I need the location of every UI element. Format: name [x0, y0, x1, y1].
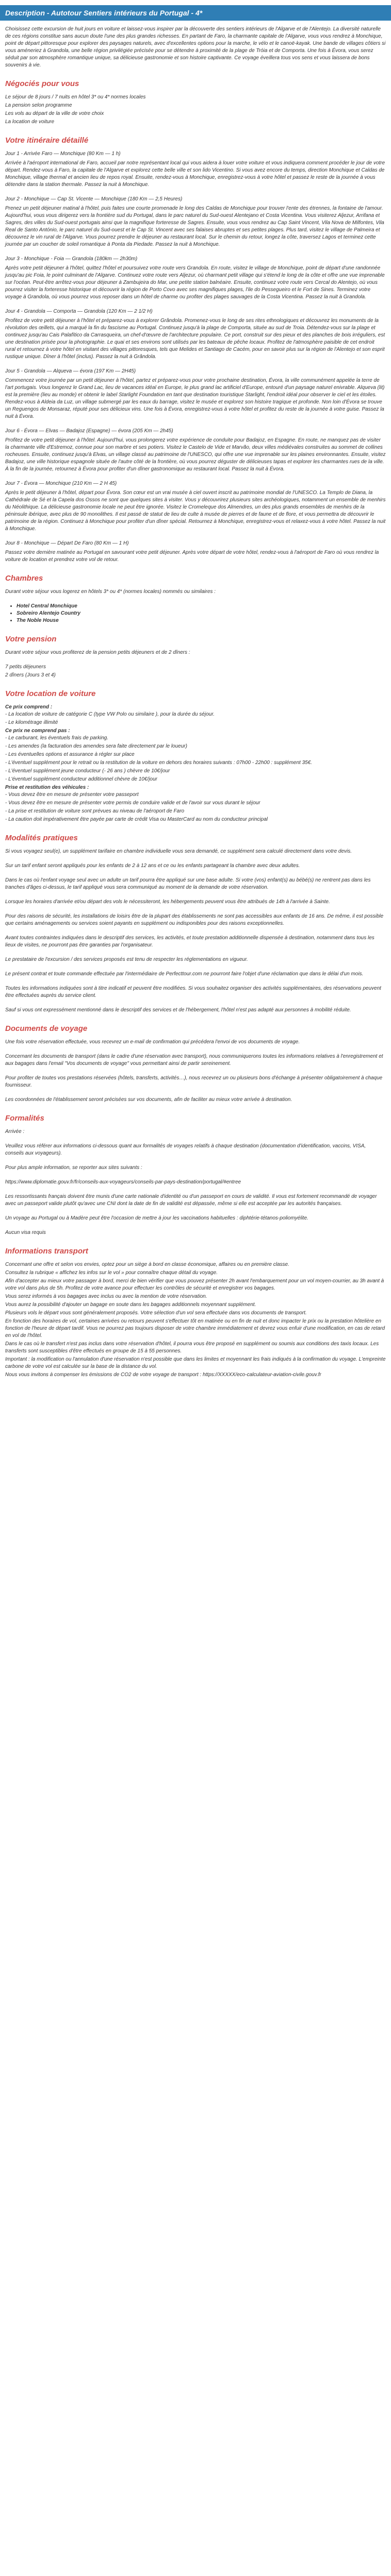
car-exclude-item: - L'éventuel supplément jeune conducteur (- 26 ans ) chèvre de 10€/jour	[5, 768, 170, 774]
day-title: Jour 2 - Monchique — Cap St. Vicente — Monchique (180 Km — 2,5 Heures)	[5, 196, 183, 202]
day-title: Jour 1 - Arrivée Faro — Monchique (80 Km — 1 h)	[5, 151, 121, 157]
important-paragraph: Plusieurs vols le départ vous sont généralement proposés. Votre sélection d'un vol sera effectuée dans vos documents de transport.	[5, 1310, 307, 1316]
day-title: Jour 8 - Monchique — Départ De Faro (80 Km — 1 H)	[5, 540, 129, 546]
important-paragraph: Afin d'accepter au mieux votre passager à bord, merci de bien vérifier que vous pouvez présenter 2h avant l'embarquement pour un vol moyen-courrier, au 3h avant à votre vol dans plus de 5h. Profitez de votre avance pour effectuer les contrôles de sécurité et enregistrer vos bagages.	[5, 1278, 384, 1291]
car-conditions-title: Prise et restitution des véhicules :	[5, 785, 89, 790]
hotel-item: • The Noble House	[17, 617, 386, 624]
terms-paragraph: Le prestataire de l'excursion / des services proposés est tenu de respecter les réglementations en vigueur.	[5, 957, 248, 962]
car-exclude-item: - L'éventuel supplément conducteur additionnel chèvre de 10€/jour	[5, 776, 157, 782]
car-condition-item: - La prise et restitution de voiture sont prévues au niveau de l'aéroport de Faro	[5, 808, 185, 814]
hotel-item: • Sobreiro Alentejo Country	[17, 610, 386, 617]
day-title: Jour 6 - Évora — Elvas — Badajoz (Espagne) — évora (205 Km — 2h45)	[5, 428, 173, 434]
terms-paragraph: Lorsque les horaires d'arrivée et/ou départ des vols le nécessiteront, les hébergements peuvent vous être attribués de 14h à l'arrivée à Sainte.	[5, 899, 330, 905]
section-title-itinerary: Votre itinéraire détaillé	[5, 136, 89, 145]
content	[0, 21, 391, 1379]
section-title-pension: Votre pension	[5, 635, 57, 643]
car-exclude-item: - L'éventuel supplément pour le retrait ou la restitution de la voiture en dehors des horaires suivants : 07h00 - 22h00 : supplément 35€.	[5, 760, 313, 766]
section-title-important: Informations transport	[5, 1247, 88, 1256]
section-title-formalities: Formalités	[5, 1114, 44, 1123]
formalities-link[interactable]: https://www.diplomatie.gouv.fr/fr/conseils-aux-voyageurs/conseils-par-pays-destination/portugal/#entree	[5, 1179, 241, 1185]
section-title-hotels: Chambres	[5, 574, 43, 583]
car-exclude-item: - Les éventuelles options et assurance à régler sur place	[5, 752, 135, 757]
documents-paragraph: Concernant les documents de transport (dans le cadre d'une réservation avec transport), nous communiquerons toutes les informations relatives à l'enregistrement et aux bagages dans l'email "Vos documents de voyage" vous permettant ainsi de partir sereinement.	[5, 1054, 383, 1066]
section-title-documents: Documents de voyage	[5, 1024, 88, 1033]
page	[0, 5, 391, 1379]
itinerary-day	[5, 540, 386, 564]
formalities-paragraph: Veuillez vous référer aux informations ci-dessous quant aux formalités de voyages relatifs à chaque destination (documentation d'identification, vaccins, VISA, conseils aux voyageurs).	[5, 1143, 366, 1156]
itinerary-day	[5, 196, 386, 248]
day-text: Profitez de votre petit déjeuner à l'hôtel. Aujourd'hui, vous prolongerez votre expérience de conduite pour Badajoz, en Espagne. En route, ne manquez pas de visiter la charmante ville d'Estremoz, connue pour son marbre et ses potiers. Visitez le Castelo de Vide et Marvão, deux villes médiévales construites au sommet de collines rocheuses. Ensuite, continuez jusqu'à Elvas, un village classé au patrimoine de l'UNESCO, qui offre une vue imprenable sur les plaines environnantes. Ensuite, visitez Badajoz, une ville historique espagnole située de l'autre côté de la frontière, où vous pourrez déguster de délicieuses tapas et explorer les charmantes rues de la ville. À la fin de la journée, retournez à Évora pour profiter d'un dîner gastronomique au restaurant local. Passez la nuit à Évora.	[5, 437, 386, 472]
pension-intro: Durant votre séjour vous profiterez de la pension petits déjeuners et de 2 dîners :	[5, 650, 190, 655]
itinerary-day	[5, 368, 386, 420]
terms-paragraph: Le présent contrat et toute commande effectuée par l'intermédiaire de Perfecttour.com ne pourront faire l'objet d'une réclamation que dans le délai d'un mois.	[5, 971, 364, 977]
terms-paragraph: Si vous voyagez seul(e), un supplément tarifaire en chambre individuelle vous sera demandé, ce supplément sera calculé directement dans votre devis.	[5, 849, 352, 854]
formalities-paragraph: Les ressortissants français doivent être munis d'une carte nationale d'identité ou d'un passeport en cours de validité. Il vous est fortement recommandé de voyager avec un passeport valide plutôt qu'avec une CNI dont la date de fin de validité est dépassée, même si elle est acceptée par les autorités françaises.	[5, 1194, 377, 1207]
documents-paragraph: Une fois votre réservation effectuée, vous recevrez un e-mail de confirmation qui précédera l'envoi de vos documents de voyage.	[5, 1039, 300, 1045]
day-title: Jour 7 - Évora — Monchique (210 Km — 2 H 45)	[5, 481, 117, 486]
pension-line: 7 petits déjeuners	[5, 664, 46, 670]
itinerary-day	[5, 150, 386, 189]
negociate-item: Les vols au départ de la ville de votre choix	[5, 111, 104, 116]
day-text: Profitez de votre petit déjeuner à l'hôtel et préparez-vous à explorer Grândola. Promenez-vous le long de ses rites ethnologiques et découvrez les monuments de la révolution des œillets, qui a marqué la fin du fascisme au Portugal. Continuez jusqu'à la plage de Comporta, située au sud de Troia. Détendez-vous sur la plage et continuez jusqu'au Cais Palafítico da Carrasqueira, un chef-d'œuvre de l'architecture populaire. Ce port, construit sur des pieux et des planches de bois irréguliers, est une destination prisée pour la photographie. Le quai et ses environs sont utilisés par les bateaux de pêche locaux. Profitez de l'atmosphère paisible de cet endroit rural et retournez à votre hôtel en visitant des villages pittoresques, tels que Melides et Santiago de Cacém, pour en savoir plus sur la région de l'Alentejo et son esprit rustique unique. Dîner à l'hôtel (inclus). Passez la nuit à Grândola.	[5, 318, 385, 360]
hotel-item: • Hotel Central Monchique	[17, 603, 386, 610]
negociate-list	[5, 94, 386, 126]
documents-paragraph: Les coordonnées de l'établissement seront précisées sur vos documents, afin de faciliter au mieux votre arrivée à destination.	[5, 1097, 292, 1103]
intro-paragraph: Choisissez cette excursion de huit jours en voiture et laissez-vous inspirer par la découverte des sentiers intérieurs de l'Algarve et de l'Alentejo. La diversité naturelle de ces régions constitue sans aucun doute l'une des plus grandes richesses. En partant de Faro, la charmante capitale de l'Algarve, vous vous rendrez à Monchique, point de départ pittoresque pour explorer des paysages naturels, avec d'excellentes options pour la marche, le vélo et le canoë-kayak. Une bande de villages côtiers si vous améneriez à Grandola, une belle région privilégiée précisée pour se détendre à proximité de la plage de Tróia et de Comporta. Une fois à Évora, vous serez séduit par son atmosphère romantique unique, sa délicieuse gastronomie et son histoire captivante. Ce voyage éveillera tous vos sens et vous laissera de bons souvenirs à vie.	[5, 26, 386, 68]
day-title: Jour 4 - Grandola — Comporta — Grandola (120 Km — 2 1/2 H)	[5, 309, 153, 314]
terms-paragraph: Dans le cas où l'enfant voyage seul avec un adulte un tarif pourra être appliqué sur une base adulte. Si votre (vos) enfant(s) au bébé(s) ne rentrent pas dans les tranches d'âges ci-dessus, le tarif appliqué vous sera communiqué au moment de la demande de votre réservation.	[5, 877, 371, 890]
important-paragraph: Vous aurez la possibilité d'ajouter un bagage en soute dans les bagages additionnels moyennant supplément.	[5, 1302, 256, 1308]
important-paragraph: En fonction des horaires de vol, certaines arrivées ou retours peuvent s'effectuer tôt en matinée ou en fin de nuit et donc impacter le prix ou la prestation hôtelière en fonction de l'heure de départ tardif. Vous ne pourrez pas toujours disposer de votre chambre immédiatement et devrez vous enfuir d'une modification, en cas de retard en vol de l'hôtel.	[5, 1318, 385, 1338]
formalities-paragraph: Pour plus ample information, se reporter aux sites suivants :	[5, 1165, 142, 1171]
terms-paragraph: Pour des raisons de sécurité, les installations de loisirs être de la plupart des établissements ne sont pas accessibles aux enfants de 16 ans. De même, il est possible que certains aménagements ou services soient payants en supplément ou indisponibles pour des raisons exceptionnelles.	[5, 913, 384, 926]
car-exclude-item: - Le carburant, les éventuels frais de parking.	[5, 735, 109, 741]
terms-paragraph: Toutes les informations indiquées sont à titre indicatif et peuvent être modifiées. Si vous souhaitez organiser des activités supplémentaires, des réservations peuvent être effectuées auprès du service client.	[5, 986, 381, 998]
important-paragraph: Vous serez informés à vos bagages avec inclus ou avec la mention de votre réservation.	[5, 1294, 207, 1299]
car-condition-item: - Vous devez être en mesure de présenter votre passeport	[5, 792, 139, 798]
car-condition-item: - Vous devez être en mesure de présenter votre permis de conduire valide et de l'avoir sur vous durant le séjour	[5, 800, 260, 806]
pension-line: 2 dîners (Jours 3 et 4)	[5, 672, 56, 678]
car-include-item: - Le kilométrage illimité	[5, 720, 58, 725]
formalities-paragraph: Un voyage au Portugal ou à Madère peut être l'occasion de mettre à jour les vaccinations habituelles : diphtérie-tétanos-poliomyélite.	[5, 1215, 308, 1221]
day-text: Arrivée à l'aéroport international de Faro, accueil par notre représentant local qui vous aidera à louer votre voiture et vous indiquera comment procéder le jour de votre départ. Rendez-vous à Faro, la capitale de l'Algarve et explorez cette belle ville et son lido Vicentino. Si vous avez encore du temps, direction Monchique et Caldas de Monchique, village thermal et ancien lieu de repos royal. Ensuite, rendez-vous à Monchique, enregistrez-vous à votre hôtel et passez le reste de la journée à vous détendre dans la station thermale. Passez la nuit à Monchique.	[5, 160, 385, 188]
important-paragraph: Consultez la rubrique « affichez les infos sur le vol » pour connaître chaque détail du voyage.	[5, 1270, 218, 1276]
section-title-terms: Modalités pratiques	[5, 834, 78, 842]
day-text: Après le petit déjeuner à l'hôtel, départ pour Évora. Son cœur est un vrai musée à ciel ouvert inscrit au patrimoine mondial de l'UNESCO. La Templo de Diana, la Cathédrale de Sé et la Capela dos Ossos ne sont que quelques sites à visiter. Vous y découvrirez plusieurs sites archéologiques, notamment un ensemble de menhirs du Néolithique. La délicieuse gastronomie locale ne peut être ignorée. Visitez le Cromeleque dos Almendres, un des plus grands ensembles de menhirs de la péninsule ibérique, avec plus de 90 monolithes. Il est passé de statut de lieu de culte à musée de pierres et de faune et de flore, et vous permettra de découvrir le patrimoine de la région. Continuez à Monchique pour profiter d'un dîner spécial. Retournez à Monchique, enregistrez-vous et relaxez-vous à votre hôtel. Passez la nuit à Monchique.	[5, 490, 386, 532]
important-paragraph: Dans le cas où le transfert n'est pas inclus dans votre réservation d'hôtel, il pourra vous être proposé en supplément ou soumis aux conditions des taxis locaux. Les transferts sont susceptibles d'être effectués en groupe de 15 à 55 personnes.	[5, 1341, 379, 1354]
terms-paragraph: Sur un tarif enfant seront appliqués pour les enfants de 2 à 12 ans et ce ou les enfants partageant la chambre avec deux adultes.	[5, 863, 300, 869]
important-paragraph: Important : la modification ou l'annulation d'une réservation n'est possible que dans les limites et moyennant les frais indiqués à la confirmation du voyage. L'empreinte carbone de votre vol est calculée sur la base de la distance du vol.	[5, 1357, 386, 1369]
terms-paragraph: Avant toutes contraintes indiquées dans le descriptif des services, les activités, et toute prestation additionnelle dispensée à destination, notamment dans tous les lieux de visites, ne pourront pas être garanties par l'organisateur.	[5, 935, 374, 948]
car-condition-item: - La caution doit impérativement être payée par carte de crédit Visa ou MasterCard au nom du conducteur principal	[5, 817, 268, 822]
itinerary-day	[5, 308, 386, 361]
day-title: Jour 5 - Grandola — Alqueva — évora (197 Km — 2H45)	[5, 368, 136, 374]
itinerary-day	[5, 256, 386, 301]
page-title: Description - Autotour Sentiers intérieurs du Portugal - 4*	[0, 5, 391, 21]
section-title-car: Votre location de voiture	[5, 689, 96, 698]
day-text: Commencez votre journée par un petit déjeuner à l'hôtel, partez et préparez-vous pour votre prochaine destination, Évora, la ville communément appelée la terre de l'art portugais. Vous longerez le Grand Lac, lieu de vacances idéal en Europe, le plus grand lac artificiel d'Europe, entouré d'un paysage naturel enivrable. Alqueva (lit) est la première (lieu au monde) et obtenir le label Starlight Foundation en tant que destination touristique Starlight, l'endroit idéal pour observer le ciel et les étoiles. Rendez-vous à Aldeia da Luz, un village submergé par les eaux du barrage, visitez le musée et explorez son histoire tragique et profonde. Non loin d'Évora se trouve un Reguengos de Monsaraz, réputé pour ses délicieux vins. Une fois à Évora, enregistrez-vous à votre hôtel et profitez du reste de la journée à votre guise. Passez la nuit à Évora.	[5, 378, 385, 419]
car-exclude-item: - Les amendes (la facturation des amendes sera faite directement par le loueur)	[5, 743, 187, 749]
car-includes-title: Ce prix comprend :	[5, 704, 53, 710]
formalities-paragraph: Aucun visa requis	[5, 1230, 46, 1235]
section-title-negociate: Négociés pour vous	[5, 79, 79, 88]
important-paragraph: Concernant une offre et selon vos envies, optez pour un siège à bord en classe économique, affaires ou en première classe.	[5, 1262, 289, 1267]
day-title: Jour 3 - Monchique - Foia — Grandola (180km — 2h30m)	[5, 256, 138, 262]
itinerary-day	[5, 480, 386, 533]
terms-paragraph: Sauf si vous ont expressément mentionné dans le descriptif des services et de l'hébergement, l'hôtel n'est pas adapté aux personnes à mobilité réduite.	[5, 1007, 351, 1013]
hotels-intro: Durant votre séjour vous logerez en hôtels 3* ou 4* (normes locales) nommés ou similaires :	[5, 589, 216, 595]
negociate-item: La pension selon programme	[5, 103, 72, 108]
car-include-item: - La location de voiture de catégorie C (type VW Polo ou similaire ), pour la durée du séjour.	[5, 711, 215, 717]
day-text: Prenez un petit déjeuner matinal à l'hôtel, puis faites une courte promenade le long des Caldas de Monchique pour trouver l'ente des étrennes, la fontaine de l'amour. Aujourd'hui, vous vous dirigerez vers la frontière sud du Portugal, dans le parc naturel du Sud-ouest Alentejano et Costa Vicentina. Vous visiterez Aljezur, Arrifana et Sagres, des villes du Sud-ouest portugais ainsi que la magnifique forteresse de Sagres. Ensuite, vous vous rendrez au Cap Saint Vincent, Vila Nova de Milfontes, Vila Real de Santo António, le parc naturel du Sud-ouest et le Cap St. Vincent avec ses falaises abruptes et ses petites plages. Plus tard, visitez le village de Palmeira et découvrez le vin rural de l'Algarve. Vous pourrez prendre le déjeuner au restaurant local. Sur le chemin du retour, longez la côte, traversez Lagos et terminez cette journée par un coucher de soleil romantique à Ponta da Piedade. Passez la nuit à Monchique.	[5, 206, 384, 247]
negociate-item: Le séjour de 8 jours / 7 nuits en hôtel 3* ou 4* normes locales	[5, 94, 146, 100]
important-link[interactable]: Nous vous invitons à compenser les émissions de CO2 de votre voyage de transport : https://XXXXX/eco-calculateur-aviation-civile.gouv.fr	[5, 1372, 321, 1378]
day-text: Passez votre dernière matinée au Portugal en savourant votre petit déjeuner. Après votre départ de votre hôtel, rendez-vous à l'aéroport de Faro où vous rendrez la voiture de location et prendrez votre vol de retour.	[5, 550, 379, 563]
documents-paragraph: Pour profiter de toutes vos prestations réservées (hôtels, transferts, activités…), nous recevrez un ou plusieurs bons d'échange à présenter obligatoirement à chaque fournisseur.	[5, 1075, 383, 1088]
formalities-paragraph: Arrivée :	[5, 1129, 25, 1134]
itinerary-day	[5, 428, 386, 473]
hotels-list	[17, 603, 386, 624]
car-excludes-title: Ce prix ne comprend pas :	[5, 728, 70, 734]
day-text: Après votre petit déjeuner à l'hôtel, quittez l'hôtel et poursuivez votre route vers Grandola. En route, visitez le village de Monchique, point de départ d'une randonnée jusqu'au pic Foia, le point culminant de l'Algarve. Continuez votre route vers Aljezur, où charmant petit village qui s'étend le long de la côte et offre une vue imprenable sur l'océan. Peut-être arrêtez-vous pour déjeuner à Zambujeira do Mar, une petite station balnéaire. Ensuite, continuez votre route vers Cercal do Alentejo, où vous pourrez visiter la forteresse historique et découvrir la région de Porto Covo avec ses magnifiques plages, l'ile do Pessegueiro et le Fort de Sines. Terminez votre voyage à Grandola, où vous pourrez vous reposer dans un hôtel de charme ou profiter des plages sauvages de la Costa Vicentina. Passez la nuit à Grandola.	[5, 265, 385, 300]
negociate-item: La location de voiture	[5, 119, 55, 125]
